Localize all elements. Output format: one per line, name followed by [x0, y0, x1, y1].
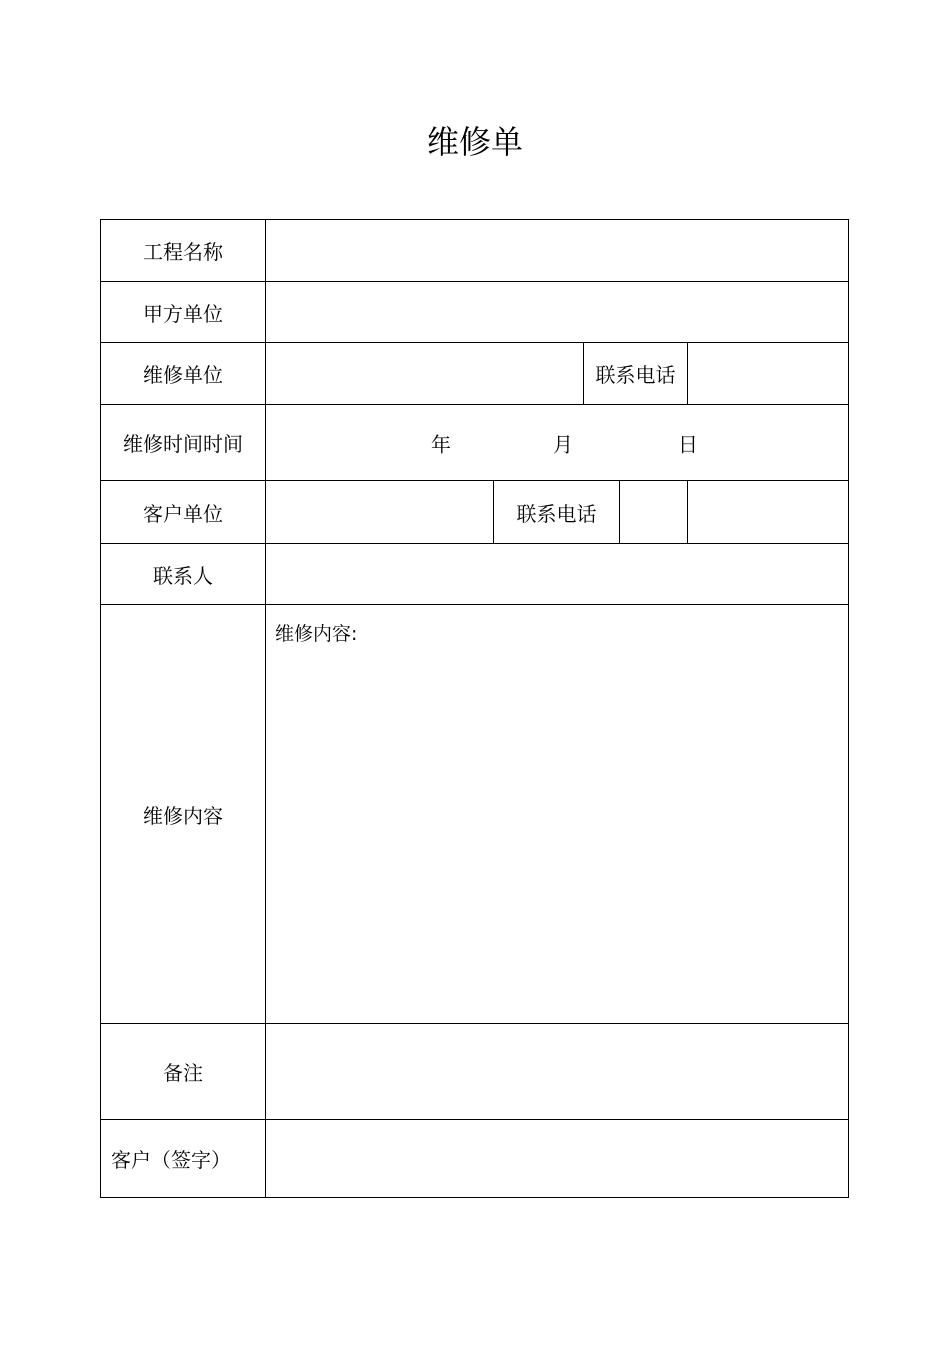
page-title: 维修单 — [426, 123, 523, 161]
row-repair-time — [101, 405, 849, 481]
row-repair-content — [101, 605, 849, 1023]
client-signature-field[interactable] — [266, 1119, 849, 1197]
day-label: 日 — [678, 432, 698, 457]
project-name-label: 工程名称 — [101, 220, 266, 282]
repair-content-label: 维修内容 — [101, 605, 266, 1023]
repair-time-label: 维修时间时间 — [101, 405, 266, 481]
row-party-a — [101, 282, 849, 343]
repair-time-field[interactable] — [266, 405, 849, 481]
row-contact-person — [101, 544, 849, 605]
client-unit-phone-group — [494, 481, 688, 544]
row-client-signature — [101, 1119, 849, 1197]
repair-unit-phone-field[interactable] — [688, 343, 849, 405]
remarks-label: 备注 — [101, 1023, 266, 1119]
contact-person-label: 联系人 — [101, 544, 266, 605]
party-a-field[interactable] — [266, 282, 849, 343]
row-repair-unit — [101, 343, 849, 405]
party-a-label: 甲方单位 — [101, 282, 266, 343]
client-unit-phone-field[interactable] — [688, 481, 849, 544]
client-unit-phone-field-a[interactable] — [620, 481, 688, 543]
client-phone-subtable — [494, 481, 687, 543]
row-remarks — [101, 1023, 849, 1119]
client-unit-field[interactable] — [266, 481, 494, 544]
row-client-unit — [101, 481, 849, 544]
repair-content-field-label: 维修内容: — [275, 623, 358, 646]
client-signature-label: 客户（签字） — [101, 1119, 266, 1197]
month-label: 月 — [553, 432, 573, 457]
repair-content-field[interactable] — [266, 605, 849, 1023]
project-name-field[interactable] — [266, 220, 849, 282]
repair-unit-label: 维修单位 — [101, 343, 266, 405]
row-project-name — [101, 220, 849, 282]
client-unit-label: 客户单位 — [101, 481, 266, 544]
contact-person-field[interactable] — [266, 544, 849, 605]
year-label: 年 — [431, 432, 451, 457]
remarks-field[interactable] — [266, 1023, 849, 1119]
client-unit-phone-label: 联系电话 — [494, 481, 620, 543]
repair-form-table — [100, 219, 849, 1198]
repair-unit-field[interactable] — [266, 343, 584, 405]
repair-unit-phone-label: 联系电话 — [584, 343, 688, 405]
